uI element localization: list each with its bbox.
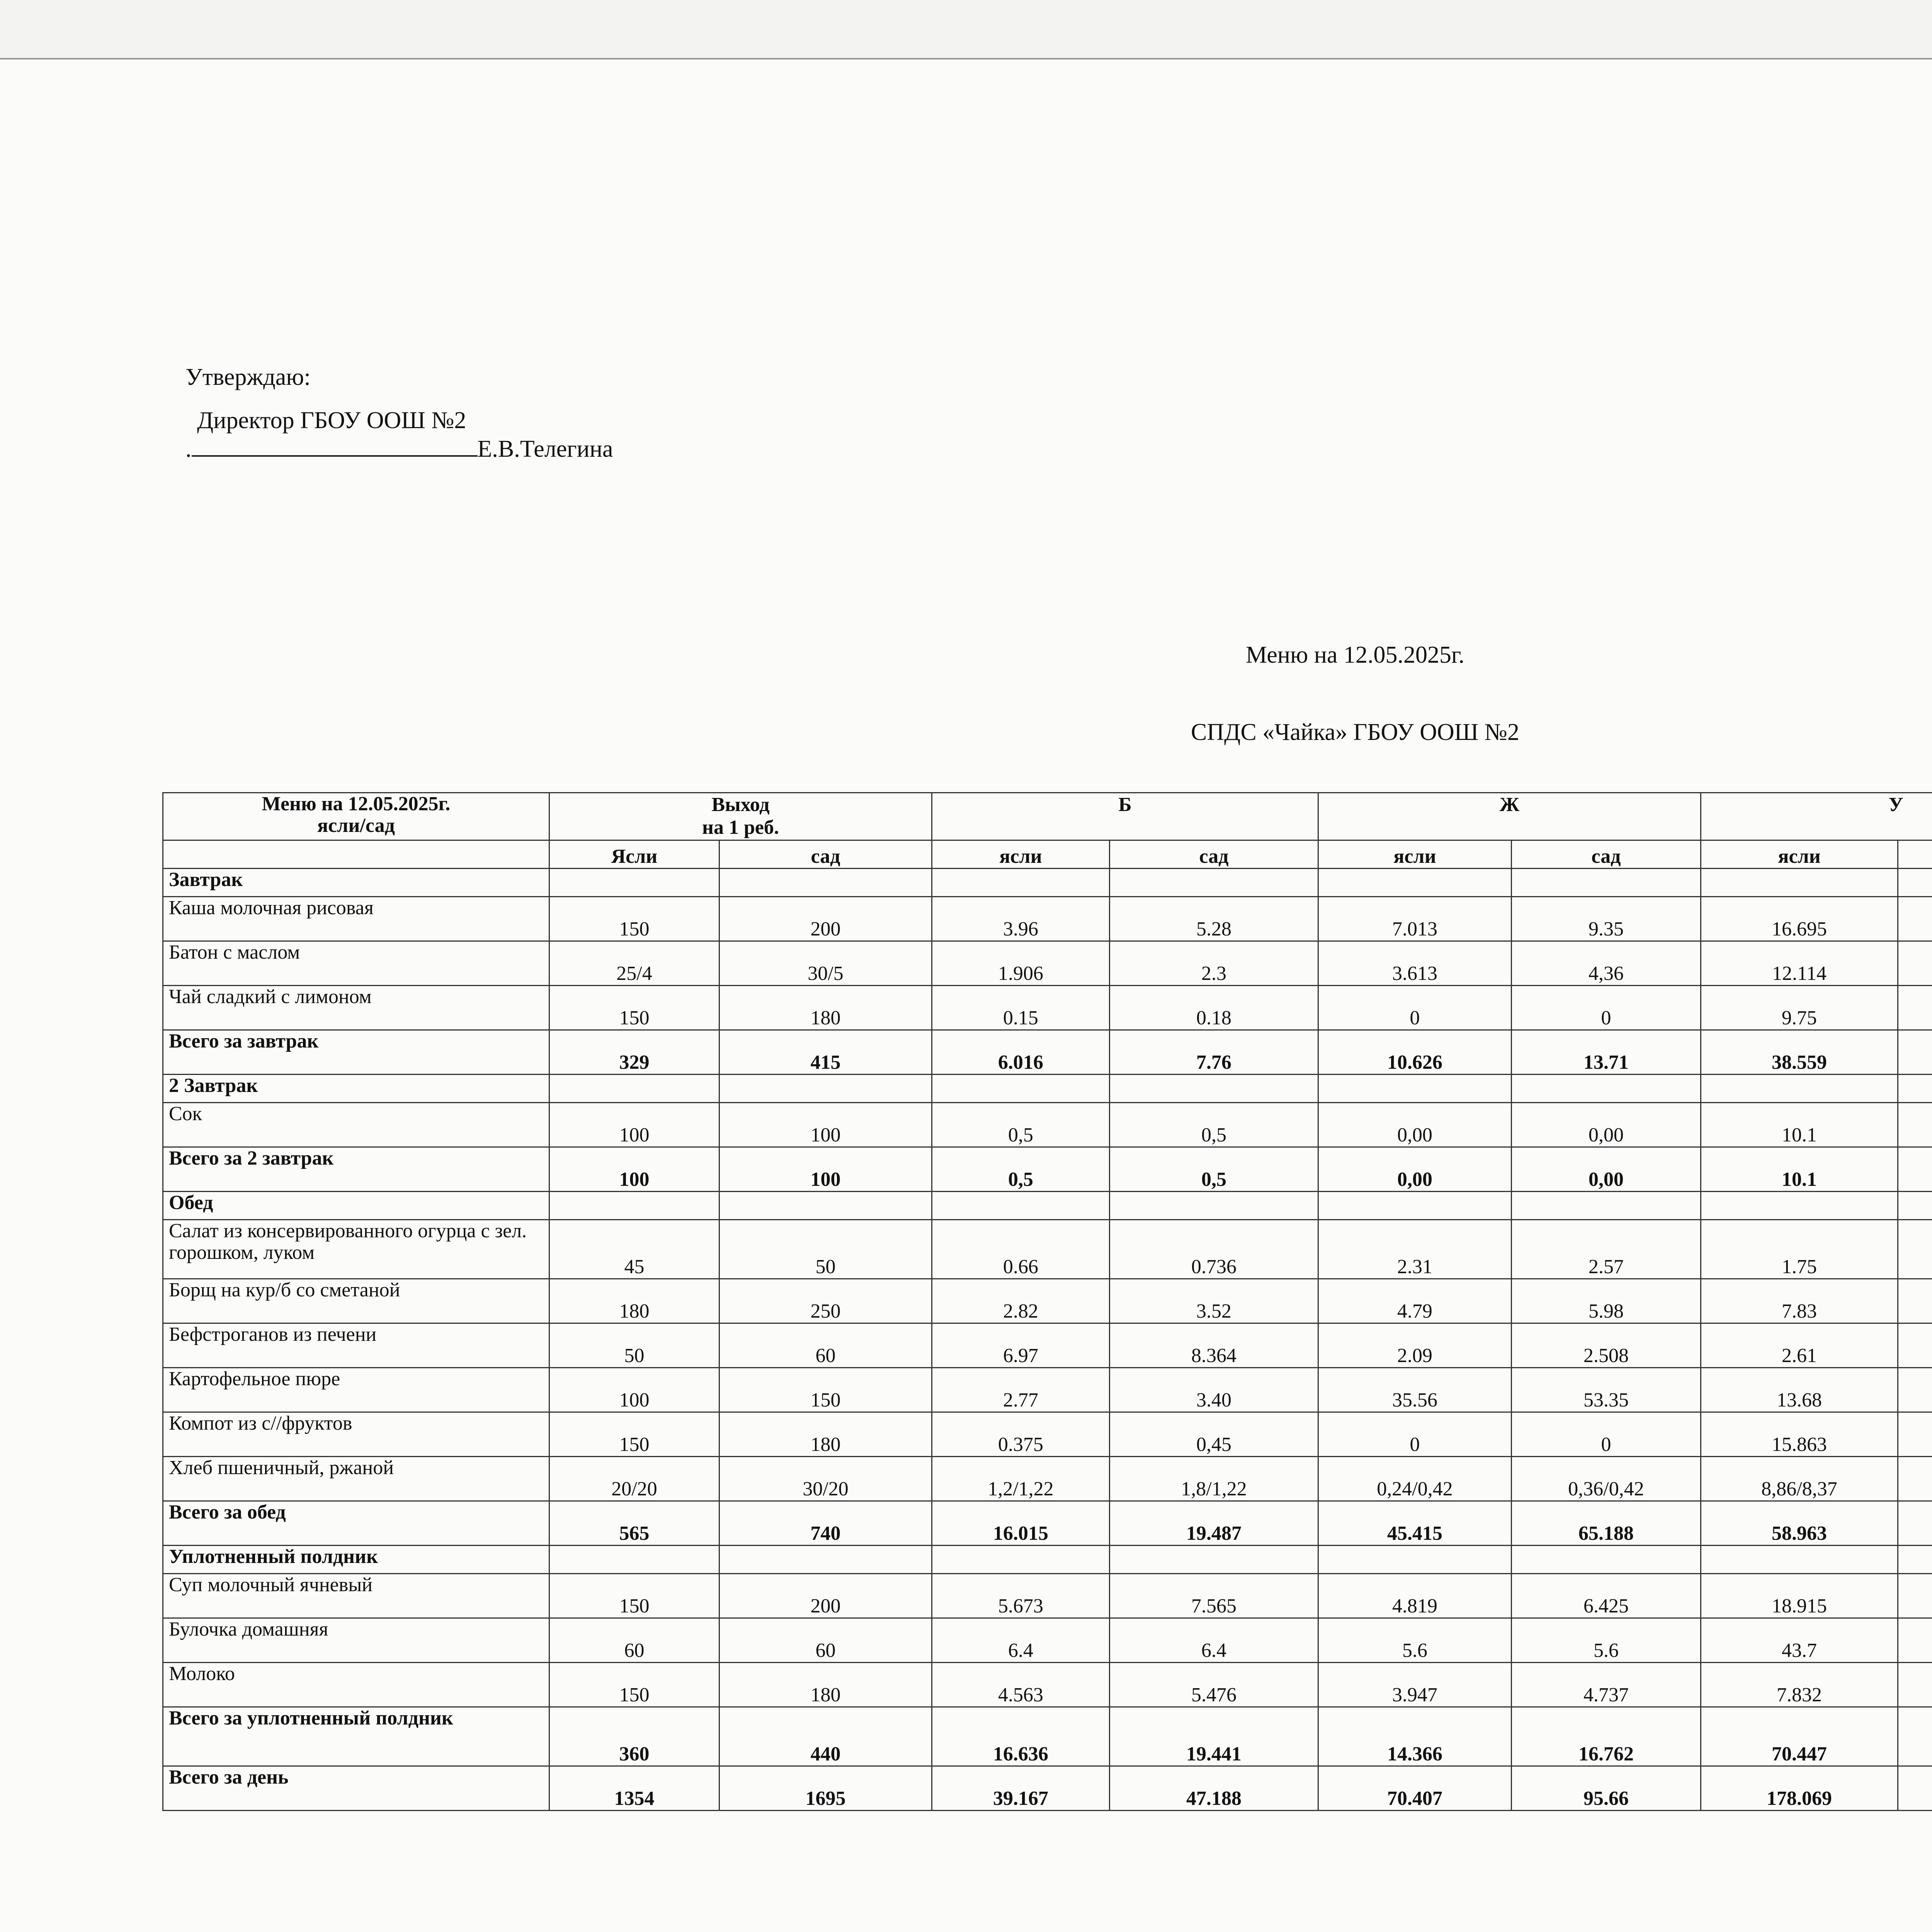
value-cell: 1354 — [549, 1766, 719, 1811]
value-cell: 5.6 — [1512, 1618, 1701, 1663]
value-cell: 150 — [719, 1368, 932, 1412]
subheader-cell: ясли — [932, 840, 1110, 869]
value-cell: 6.425 — [1512, 1574, 1701, 1618]
value-cell: 0,00 — [1512, 1147, 1701, 1192]
dish-name: Батон с маслом — [163, 941, 549, 986]
dish-name: Компот из с//фруктов — [163, 1412, 549, 1457]
value-cell: 2.31 — [1318, 1220, 1512, 1279]
value-cell: 60 — [719, 1323, 932, 1368]
table-row — [163, 1220, 1932, 1279]
value-cell: 8.364 — [1110, 1323, 1318, 1368]
table-subheader-row — [163, 840, 1932, 869]
value-cell: 95.66 — [1512, 1766, 1701, 1811]
value-cell: 565 — [549, 1501, 719, 1546]
dish-name: Молоко — [163, 1663, 549, 1707]
subheader-cell: ясли — [1318, 840, 1512, 869]
value-cell — [1110, 1546, 1318, 1574]
table-row — [163, 986, 1932, 1030]
dish-name: Картофельное пюре — [163, 1368, 549, 1412]
value-cell: 20/20 — [549, 1457, 719, 1501]
value-cell: 70.447 — [1701, 1707, 1898, 1766]
value-cell: 70.407 — [1318, 1766, 1512, 1811]
value-cell — [1898, 1412, 1932, 1457]
value-cell: 53.35 — [1512, 1368, 1701, 1412]
director-signature-line: . Е.В.Телегина — [185, 434, 613, 462]
value-cell: 250 — [719, 1279, 932, 1323]
page-subtitle: СПДС «Чайка» ГБОУ ООШ №2 — [1191, 719, 1519, 745]
value-cell: 100 — [719, 1103, 932, 1147]
value-cell: 2.3 — [1110, 941, 1318, 986]
value-cell — [932, 1075, 1110, 1103]
value-cell: 0,24/0,42 — [1318, 1457, 1512, 1501]
menu-table — [162, 792, 1932, 1811]
value-cell — [1318, 1546, 1512, 1574]
dish-name: 2 Завтрак — [163, 1075, 549, 1103]
value-cell: 180 — [719, 986, 932, 1030]
total-row — [163, 1766, 1932, 1811]
value-cell — [1898, 1279, 1932, 1323]
value-cell — [1898, 1618, 1932, 1663]
value-cell: 3.613 — [1318, 941, 1512, 986]
value-cell — [549, 869, 719, 897]
value-cell — [1898, 1707, 1932, 1766]
value-cell: 7.76 — [1110, 1030, 1318, 1075]
value-cell: 25/4 — [549, 941, 719, 986]
subheader-cell: сад — [1110, 840, 1318, 869]
value-cell — [1110, 1192, 1318, 1220]
subheader-cell: ясли — [1701, 840, 1898, 869]
value-cell: 178.069 — [1701, 1766, 1898, 1811]
value-cell — [549, 1546, 719, 1574]
total-row — [163, 1707, 1932, 1766]
value-cell: 1,8/1,22 — [1110, 1457, 1318, 1501]
header-fats: Ж — [1318, 793, 1701, 840]
value-cell: 8,86/8,37 — [1701, 1457, 1898, 1501]
value-cell — [1898, 1147, 1932, 1192]
value-cell: 360 — [549, 1707, 719, 1766]
value-cell — [932, 1192, 1110, 1220]
dish-name: Хлеб пшеничный, ржаной — [163, 1457, 549, 1501]
value-cell — [1318, 869, 1512, 897]
value-cell: 3.40 — [1110, 1368, 1318, 1412]
value-cell: 65.188 — [1512, 1501, 1701, 1546]
value-cell — [1898, 1323, 1932, 1368]
value-cell: 3.947 — [1318, 1663, 1512, 1707]
value-cell: 7.83 — [1701, 1279, 1898, 1323]
dish-name: Борщ на кур/б со сметаной — [163, 1279, 549, 1323]
value-cell: 7.013 — [1318, 897, 1512, 941]
header-proteins: Б — [932, 793, 1318, 840]
value-cell — [1898, 1457, 1932, 1501]
value-cell: 38.559 — [1701, 1030, 1898, 1075]
value-cell: 5.28 — [1110, 897, 1318, 941]
dish-name: Всего за обед — [163, 1501, 549, 1546]
table-row — [163, 1457, 1932, 1501]
value-cell — [1898, 1574, 1932, 1618]
value-cell: 0,36/0,42 — [1512, 1457, 1701, 1501]
value-cell: 13.71 — [1512, 1030, 1701, 1075]
dish-name: Булочка домашняя — [163, 1618, 549, 1663]
value-cell: 6.97 — [932, 1323, 1110, 1368]
value-cell: 0 — [1512, 1412, 1701, 1457]
value-cell — [1512, 869, 1701, 897]
value-cell — [1701, 1075, 1898, 1103]
value-cell — [549, 1075, 719, 1103]
value-cell: 1,2/1,22 — [932, 1457, 1110, 1501]
value-cell — [932, 1546, 1110, 1574]
value-cell: 150 — [549, 1663, 719, 1707]
value-cell — [1512, 1192, 1701, 1220]
dish-name: Каша молочная рисовая — [163, 897, 549, 941]
value-cell — [719, 869, 932, 897]
value-cell: 150 — [549, 1574, 719, 1618]
header-carbs: У — [1701, 793, 1932, 840]
value-cell: 0,5 — [1110, 1147, 1318, 1192]
value-cell: 9.35 — [1512, 897, 1701, 941]
value-cell: 150 — [549, 1412, 719, 1457]
value-cell: 50 — [549, 1323, 719, 1368]
value-cell: 2.77 — [932, 1368, 1110, 1412]
value-cell: 7.565 — [1110, 1574, 1318, 1618]
section-row — [163, 869, 1932, 897]
value-cell: 100 — [549, 1368, 719, 1412]
value-cell: 60 — [549, 1618, 719, 1663]
value-cell: 50 — [719, 1220, 932, 1279]
value-cell: 0,00 — [1318, 1103, 1512, 1147]
value-cell: 0,5 — [932, 1147, 1110, 1192]
table-row — [163, 1663, 1932, 1707]
dish-name: Сок — [163, 1103, 549, 1147]
menu-table-body — [163, 869, 1932, 1811]
value-cell — [1898, 1368, 1932, 1412]
value-cell — [1898, 1075, 1932, 1103]
subheader-cell — [1898, 840, 1932, 869]
header-output: Выход на 1 реб. — [549, 793, 932, 840]
value-cell: 0,5 — [1110, 1103, 1318, 1147]
director-name: Е.В.Телегина — [477, 436, 613, 462]
value-cell: 19.441 — [1110, 1707, 1318, 1766]
value-cell: 18.915 — [1701, 1574, 1898, 1618]
value-cell: 0.375 — [932, 1412, 1110, 1457]
page-title: Меню на 12.05.2025г. — [1246, 642, 1464, 668]
value-cell: 30/20 — [719, 1457, 932, 1501]
value-cell — [1898, 1103, 1932, 1147]
value-cell: 100 — [549, 1103, 719, 1147]
value-cell: 3.52 — [1110, 1279, 1318, 1323]
value-cell: 10.626 — [1318, 1030, 1512, 1075]
dish-name: Всего за 2 завтрак — [163, 1147, 549, 1192]
total-row — [163, 1030, 1932, 1075]
table-header-row — [163, 793, 1932, 840]
table-row — [163, 1103, 1932, 1147]
value-cell — [1701, 869, 1898, 897]
value-cell: 150 — [549, 897, 719, 941]
value-cell: 16.015 — [932, 1501, 1110, 1546]
value-cell: 39.167 — [932, 1766, 1110, 1811]
value-cell: 6.4 — [1110, 1618, 1318, 1663]
value-cell: 0.18 — [1110, 986, 1318, 1030]
value-cell: 16.762 — [1512, 1707, 1701, 1766]
value-cell: 415 — [719, 1030, 932, 1075]
value-cell: 45.415 — [1318, 1501, 1512, 1546]
value-cell: 5.6 — [1318, 1618, 1512, 1663]
subheader-cell: сад — [719, 840, 932, 869]
section-row — [163, 1546, 1932, 1574]
approve-label: Утверждаю: — [185, 364, 311, 390]
value-cell: 14.366 — [1318, 1707, 1512, 1766]
value-cell — [549, 1192, 719, 1220]
value-cell: 2.57 — [1512, 1220, 1701, 1279]
value-cell: 740 — [719, 1501, 932, 1546]
value-cell: 0.66 — [932, 1220, 1110, 1279]
value-cell: 45 — [549, 1220, 719, 1279]
value-cell — [1512, 1075, 1701, 1103]
dish-name: Всего за завтрак — [163, 1030, 549, 1075]
dish-name: Суп молочный ячневый — [163, 1574, 549, 1618]
value-cell: 2.508 — [1512, 1323, 1701, 1368]
value-cell — [1318, 1075, 1512, 1103]
value-cell: 3.96 — [932, 897, 1110, 941]
value-cell: 0.15 — [932, 986, 1110, 1030]
value-cell — [1110, 869, 1318, 897]
value-cell — [719, 1192, 932, 1220]
value-cell: 329 — [549, 1030, 719, 1075]
value-cell: 58.963 — [1701, 1501, 1898, 1546]
value-cell: 180 — [719, 1663, 932, 1707]
dish-name: Чай сладкий с лимоном — [163, 986, 549, 1030]
value-cell: 5.98 — [1512, 1279, 1701, 1323]
subheader-empty — [163, 840, 549, 869]
value-cell: 150 — [549, 986, 719, 1030]
value-cell: 200 — [719, 897, 932, 941]
value-cell: 10.1 — [1701, 1147, 1898, 1192]
value-cell: 100 — [719, 1147, 932, 1192]
table-row — [163, 1618, 1932, 1663]
value-cell — [1701, 1192, 1898, 1220]
table-row — [163, 1323, 1932, 1368]
value-cell: 1695 — [719, 1766, 932, 1811]
value-cell: 5.673 — [932, 1574, 1110, 1618]
table-row — [163, 941, 1932, 986]
value-cell: 16.636 — [932, 1707, 1110, 1766]
value-cell: 60 — [719, 1618, 932, 1663]
dish-name: Всего за день — [163, 1766, 549, 1811]
dish-name: Завтрак — [163, 869, 549, 897]
value-cell: 35.56 — [1318, 1368, 1512, 1412]
value-cell: 10.1 — [1701, 1103, 1898, 1147]
value-cell — [1898, 1220, 1932, 1279]
value-cell: 6.4 — [932, 1618, 1110, 1663]
value-cell — [1898, 1192, 1932, 1220]
value-cell — [1898, 1766, 1932, 1811]
value-cell: 2.09 — [1318, 1323, 1512, 1368]
value-cell: 16.695 — [1701, 897, 1898, 941]
dish-name: Салат из консервированного огурца с зел. горошком, луком — [163, 1220, 549, 1279]
value-cell: 4,36 — [1512, 941, 1701, 986]
total-row — [163, 1147, 1932, 1192]
table-row — [163, 1279, 1932, 1323]
value-cell: 180 — [719, 1412, 932, 1457]
value-cell: 1.75 — [1701, 1220, 1898, 1279]
value-cell: 47.188 — [1110, 1766, 1318, 1811]
value-cell: 200 — [719, 1574, 932, 1618]
value-cell — [1318, 1192, 1512, 1220]
value-cell: 4.819 — [1318, 1574, 1512, 1618]
value-cell: 0 — [1318, 986, 1512, 1030]
value-cell: 100 — [549, 1147, 719, 1192]
value-cell: 0 — [1512, 986, 1701, 1030]
value-cell — [932, 869, 1110, 897]
value-cell — [1898, 1030, 1932, 1075]
value-cell — [1898, 941, 1932, 986]
value-cell: 2.61 — [1701, 1323, 1898, 1368]
value-cell — [1898, 986, 1932, 1030]
value-cell: 180 — [549, 1279, 719, 1323]
value-cell — [719, 1075, 932, 1103]
table-row — [163, 1368, 1932, 1412]
value-cell: 4.737 — [1512, 1663, 1701, 1707]
dish-name: Бефстроганов из печени — [163, 1323, 549, 1368]
value-cell: 1.906 — [932, 941, 1110, 986]
value-cell — [1701, 1546, 1898, 1574]
section-row — [163, 1192, 1932, 1220]
table-row — [163, 897, 1932, 941]
value-cell: 0,45 — [1110, 1412, 1318, 1457]
table-row — [163, 1574, 1932, 1618]
value-cell: 4.79 — [1318, 1279, 1512, 1323]
value-cell: 440 — [719, 1707, 932, 1766]
value-cell: 0 — [1318, 1412, 1512, 1457]
value-cell: 43.7 — [1701, 1618, 1898, 1663]
value-cell: 9.75 — [1701, 986, 1898, 1030]
dish-name: Всего за уплотненный полдник — [163, 1707, 549, 1766]
subheader-cell: Ясли — [549, 840, 719, 869]
total-row — [163, 1501, 1932, 1546]
value-cell: 4.563 — [932, 1663, 1110, 1707]
value-cell: 0,00 — [1318, 1147, 1512, 1192]
approval-left — [185, 363, 613, 462]
value-cell: 2.82 — [932, 1279, 1110, 1323]
value-cell: 5.476 — [1110, 1663, 1318, 1707]
value-cell: 0.736 — [1110, 1220, 1318, 1279]
value-cell: 12.114 — [1701, 941, 1898, 986]
section-row — [163, 1075, 1932, 1103]
value-cell: 6.016 — [932, 1030, 1110, 1075]
value-cell: 0,5 — [932, 1103, 1110, 1147]
value-cell: 7.832 — [1701, 1663, 1898, 1707]
table-row — [163, 1412, 1932, 1457]
corner-header: Меню на 12.05.2025г. ясли/сад — [163, 793, 549, 840]
dish-name: Обед — [163, 1192, 549, 1220]
dish-name: Уплотненный полдник — [163, 1546, 549, 1574]
value-cell: 13.68 — [1701, 1368, 1898, 1412]
value-cell — [1110, 1075, 1318, 1103]
value-cell — [1898, 1546, 1932, 1574]
value-cell: 19.487 — [1110, 1501, 1318, 1546]
value-cell: 15.863 — [1701, 1412, 1898, 1457]
value-cell — [1898, 1663, 1932, 1707]
value-cell — [719, 1546, 932, 1574]
value-cell: 30/5 — [719, 941, 932, 986]
value-cell — [1898, 1501, 1932, 1546]
subheader-cell: сад — [1512, 840, 1701, 869]
value-cell — [1512, 1546, 1701, 1574]
value-cell — [1898, 869, 1932, 897]
director-title: Директор ГБОУ ООШ №2 — [197, 407, 466, 434]
value-cell: 0,00 — [1512, 1103, 1701, 1147]
value-cell — [1898, 897, 1932, 941]
